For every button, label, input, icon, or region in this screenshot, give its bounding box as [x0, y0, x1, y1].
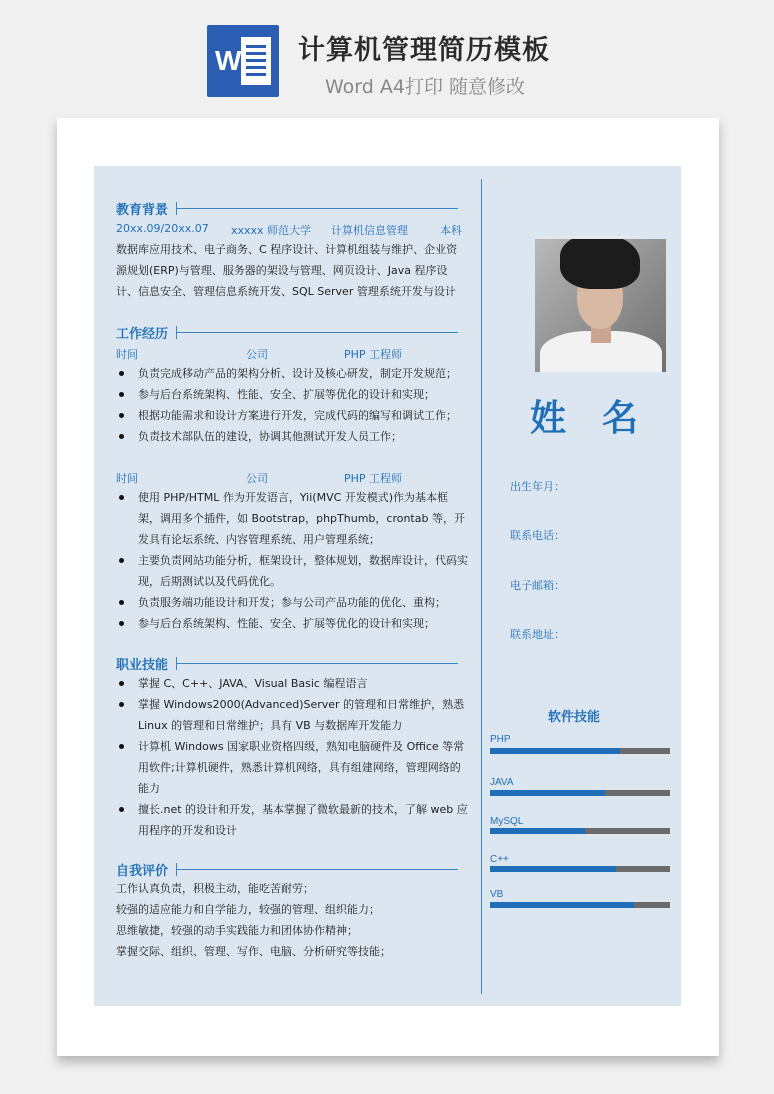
self-eval-title: 自我评价	[116, 864, 169, 879]
list-item: 负责服务端功能设计和开发；参与公司产品功能的优化、重构；	[116, 592, 468, 613]
work-title-line	[176, 332, 458, 333]
skills-title: 职业技能	[116, 658, 169, 673]
page-title: 计算机管理简历模板	[298, 35, 550, 66]
job-time: 时间	[116, 348, 138, 361]
skill-bar-mysql	[490, 828, 670, 834]
resume-paper	[57, 118, 719, 1056]
self-eval-line: 工作认真负责，积极主动，能吃苦耐劳；	[116, 882, 314, 895]
software-skills-title: 软件技能	[548, 710, 601, 725]
word-logo-icon	[207, 25, 279, 97]
list-item: 掌握 Windows2000(Advanced)Server 的管理和日常维护，熟悉 Linux 的管理和日常维护；具有 VB 与数据库开发能力	[116, 694, 468, 736]
skill-bar-java	[490, 790, 670, 796]
phone-label: 联系电话：	[510, 529, 565, 542]
address-label: 联系地址：	[510, 628, 565, 641]
education-degree: 本科	[440, 224, 462, 237]
self-eval-line: 掌握交际、组织、管理、写作、电脑、分析研究等技能；	[116, 945, 391, 958]
job-company: 公司	[246, 472, 268, 485]
education-major: 计算机信息管理	[331, 224, 408, 237]
job-duties-list	[116, 487, 468, 634]
education-title-line	[176, 208, 458, 209]
list-item: 参与后台系统架构、性能、安全、扩展等优化的设计和实现；	[116, 384, 468, 405]
skill-label-java: JAVA	[490, 777, 514, 788]
word-logo-letter: W	[215, 45, 242, 76]
education-courses: 数据库应用技术、电子商务、C 程序设计、计算机组装与维护、企业资源规划(ERP)与管理、服务器的架设与管理、网页设计、Java 程序设计、信息安全、管理信息系统开发、SQL Server 管理系统开发与设计	[116, 243, 458, 298]
job-position: PHP 工程师	[344, 472, 403, 485]
column-divider	[481, 179, 482, 994]
photo-frame-edge	[535, 236, 637, 238]
education-school: xxxxx 师范大学	[231, 224, 312, 237]
self-eval-title-line	[176, 869, 458, 870]
birth-label: 出生年月：	[510, 480, 565, 493]
profile-photo	[535, 239, 666, 372]
skill-label-cpp: C++	[490, 854, 509, 865]
list-item: 计算机 Windows 国家职业资格四级，熟知电脑硬件及 Office 等常用软件;计算机硬件，熟悉计算机网络，具有组建网络，管理网络的能力	[116, 736, 468, 799]
skill-label-mysql: MySQL	[490, 816, 524, 827]
skill-fill-vb	[490, 902, 634, 908]
skill-fill-php	[490, 748, 620, 754]
skill-label-php: PHP	[490, 734, 511, 745]
education-title: 教育背景	[116, 203, 169, 218]
resume-sheet	[94, 166, 681, 1006]
work-title: 工作经历	[116, 327, 169, 342]
job-position: PHP 工程师	[344, 348, 403, 361]
list-item: 负责完成移动产品的架构分析、设计及核心研发，制定开发规范；	[116, 363, 468, 384]
skill-fill-cpp	[490, 866, 616, 872]
skill-bar-vb	[490, 902, 670, 908]
job-duties-list	[116, 363, 468, 447]
skill-bar-cpp	[490, 866, 670, 872]
list-item: 参与后台系统架构、性能、安全、扩展等优化的设计和实现；	[116, 613, 468, 634]
skills-list	[116, 673, 468, 841]
education-period: 20xx.09/20xx.07	[116, 222, 209, 235]
candidate-name: 姓名	[530, 398, 675, 439]
email-label: 电子邮箱：	[510, 579, 565, 592]
job-time: 时间	[116, 472, 138, 485]
page-subtitle: Word A4打印 随意修改	[325, 76, 526, 98]
list-item: 擅长.net 的设计和开发，基本掌握了微软最新的技术，了解 web 应用程序的开发和设计	[116, 799, 468, 841]
list-item: 掌握 C、C++、JAVA、Visual Basic 编程语言	[116, 673, 468, 694]
self-eval-line: 较强的适应能力和自学能力，较强的管理、组织能力；	[116, 903, 380, 916]
skill-bar-php	[490, 748, 670, 754]
job-company: 公司	[246, 348, 268, 361]
list-item: 主要负责网站功能分析，框架设计，整体规划，数据库设计，代码实现，后期测试以及代码优化。	[116, 550, 468, 592]
skill-label-vb: VB	[490, 889, 504, 900]
list-item: 使用 PHP/HTML 作为开发语言，Yii(MVC 开发模式)作为基本框架，调用多个插件，如 Bootstrap，phpThumb，crontab 等，开发具有论坛系统、内容管理系统、用户管理系统；	[116, 487, 468, 550]
page-header	[0, 0, 774, 110]
self-eval-text	[116, 878, 466, 962]
list-item: 根据功能需求和设计方案进行开发，完成代码的编写和调试工作；	[116, 405, 468, 426]
list-item: 负责技术部队伍的建设，协调其他测试开发人员工作；	[116, 426, 468, 447]
skills-title-line	[176, 663, 458, 664]
skill-fill-mysql	[490, 828, 585, 834]
skill-fill-java	[490, 790, 605, 796]
self-eval-line: 思维敏捷，较强的动手实践能力和团体协作精神；	[116, 924, 358, 937]
